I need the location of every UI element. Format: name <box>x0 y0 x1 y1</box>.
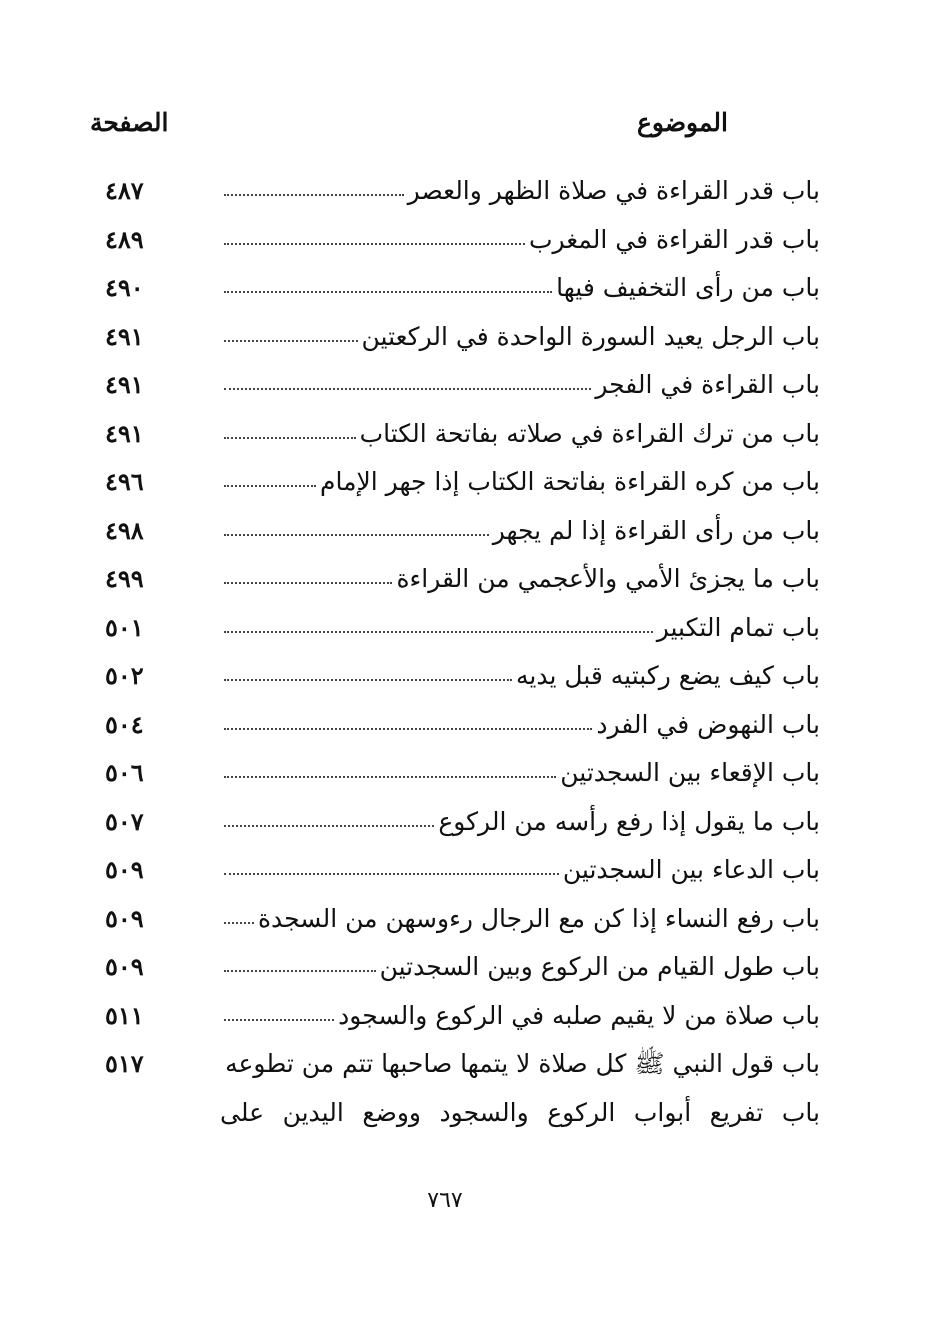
toc-entry-title: باب صلاة من لا يقيم صلبه في الركوع والسجود <box>338 1000 820 1030</box>
toc-entry-page: ٤٩٦ <box>105 467 144 496</box>
toc-entry <box>105 995 820 1044</box>
dot-leader <box>224 291 552 293</box>
toc-entry-title: باب من ترك القراءة في صلاته بفاتحة الكتاب <box>359 418 820 448</box>
toc-entry-page: ٤٨٧ <box>105 176 144 205</box>
toc-entry-title: باب قول النبي ﷺ كل صلاة لا يتمها صاحبها تتم من تطوعه <box>225 1049 820 1078</box>
toc-entry-title: باب رفع النساء إذا كن مع الرجال رءوسهن من السجدة <box>257 903 820 933</box>
toc-entry-title: باب القراءة في الفجر <box>595 370 820 399</box>
toc-entry <box>105 170 820 219</box>
toc-entry-page: ٥٠٤ <box>105 709 144 739</box>
toc-entry-title: باب قدر القراءة في المغرب <box>528 224 820 254</box>
dot-leader <box>224 825 434 827</box>
dot-leader <box>224 437 356 439</box>
dot-leader <box>224 388 591 390</box>
toc-entry-page: ٥١١ <box>105 1000 144 1030</box>
toc-entry-title: باب طول القيام من الركوع وبين السجدتين <box>379 952 820 981</box>
toc-entry <box>105 801 820 850</box>
toc-entry-page: ٥٠٩ <box>105 952 144 981</box>
dot-leader <box>224 679 512 681</box>
dot-leader <box>224 1019 334 1021</box>
toc-entry <box>105 558 820 607</box>
dot-leader <box>224 776 556 778</box>
continued-entry-line: باب تفريع أبواب الركوع والسجود ووضع اليدين على <box>220 1098 820 1127</box>
toc-entry <box>105 704 820 753</box>
dot-leader <box>224 582 392 584</box>
toc-entry-title: باب تمام التكبير <box>656 612 820 642</box>
toc-entry <box>105 510 820 559</box>
toc-entry-title: باب الإقعاء بين السجدتين <box>560 758 820 787</box>
toc-entry-page: ٤٩١ <box>105 321 144 351</box>
toc-entry-title: باب قدر القراءة في صلاة الظهر والعصر <box>407 176 820 205</box>
dot-leader <box>224 485 316 487</box>
toc-entry-page: ٥٠٦ <box>105 758 144 787</box>
dot-leader <box>224 243 525 245</box>
toc-entry-title: باب ما يجزئ الأمي والأعجمي من القراءة <box>396 564 820 593</box>
toc-entry <box>105 752 820 801</box>
toc-entry-title: باب من رأى التخفيف فيها <box>556 273 820 302</box>
toc-entry-page: ٥١٧ <box>105 1049 144 1078</box>
dot-leader <box>224 534 489 536</box>
toc-entry <box>105 898 820 947</box>
toc-entry <box>105 364 820 413</box>
page-column-heading: الصفحة <box>90 108 169 137</box>
toc-entry-title: باب الرجل يعيد السورة الواحدة في الركعتين <box>361 321 820 351</box>
dot-leader <box>224 873 559 875</box>
dot-leader <box>224 631 653 633</box>
toc-entry <box>105 655 820 704</box>
toc-entry-title: باب النهوض في الفرد <box>596 709 820 739</box>
toc-entry <box>105 849 820 898</box>
toc-entry <box>105 1043 820 1092</box>
toc-entry <box>105 316 820 365</box>
toc-entry <box>105 607 820 656</box>
page-number: ٧٦٧ <box>427 1188 463 1213</box>
toc-entry-page: ٤٩٨ <box>105 515 144 545</box>
toc-entry <box>105 413 820 462</box>
toc-entry-title: باب من رأى القراءة إذا لم يجهر <box>492 515 820 545</box>
topic-column-heading: الموضوع <box>637 108 728 137</box>
toc-entry-page: ٤٨٩ <box>105 224 144 254</box>
toc-entry <box>105 946 820 995</box>
toc-entry-title: باب من كره القراءة بفاتحة الكتاب إذا جهر الإمام <box>320 467 820 496</box>
dot-leader <box>224 728 592 730</box>
toc-entry-page: ٥٠٧ <box>105 806 144 836</box>
toc-entry <box>105 219 820 268</box>
table-of-contents <box>105 170 820 1092</box>
toc-entry-title: باب ما يقول إذا رفع رأسه من الركوع <box>438 806 820 836</box>
toc-entry-title: باب كيف يضع ركبتيه قبل يديه <box>516 661 820 690</box>
toc-header <box>90 108 728 148</box>
toc-entry-page: ٥٠٩ <box>105 855 144 884</box>
toc-entry <box>105 461 820 510</box>
toc-entry-page: ٤٩٠ <box>105 273 144 302</box>
dot-leader <box>224 340 358 342</box>
dot-leader <box>224 922 254 924</box>
toc-entry <box>105 267 820 316</box>
toc-entry-page: ٤٩١ <box>105 418 144 448</box>
toc-entry-page: ٤٩٩ <box>105 564 144 593</box>
toc-entry-page: ٤٩١ <box>105 370 144 399</box>
toc-entry-page: ٥٠٩ <box>105 903 144 933</box>
toc-entry-page: ٥٠٢ <box>105 661 144 690</box>
dot-leader <box>224 970 376 972</box>
toc-entry-page: ٥٠١ <box>105 612 144 642</box>
dot-leader <box>224 194 404 196</box>
toc-entry-title: باب الدعاء بين السجدتين <box>562 855 820 884</box>
